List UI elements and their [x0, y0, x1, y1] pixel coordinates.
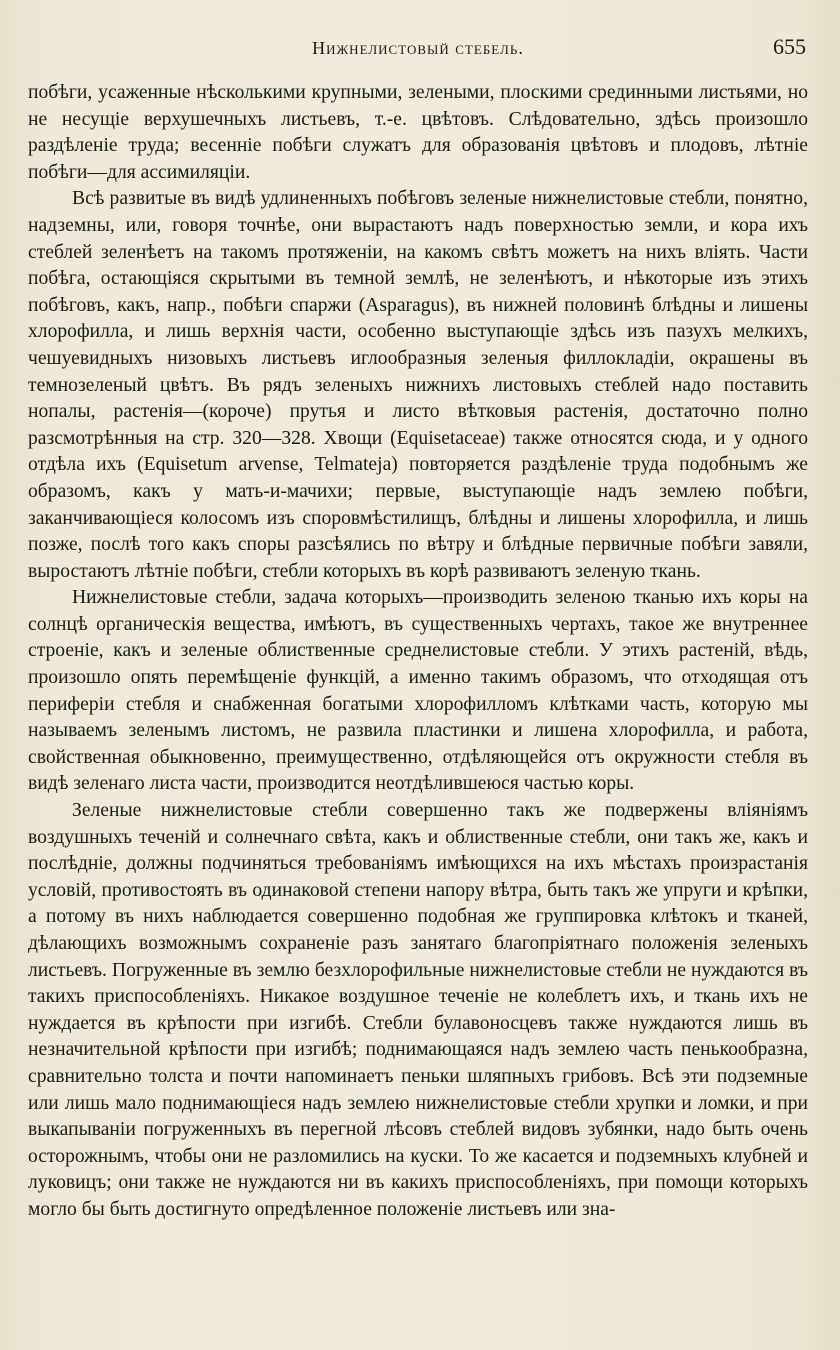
paragraph-continuation: побѣги, усаженные нѣсколькими крупными, зелеными, плоскими срединными листьями, но не несущіе верхушечныхъ листьевъ, т.-е. цвѣтовъ. Слѣдовательно, здѣсь произошло раздѣленіе труда; весенніе побѣги служатъ для образованія цвѣтовъ и плодовъ, лѣтніе побѣги—для ассимиляціи. — [28, 82, 808, 183]
page-header — [28, 28, 808, 80]
paragraph: Всѣ развитые въ видѣ удлиненныхъ побѣговъ зеленые нижнелистовые стебли, понятно, надземны, или, говоря точнѣе, они вырастаютъ надъ поверхностью земли, и кора ихъ стеблей зеленѣетъ на такомъ протяженіи, на какомъ свѣтъ можетъ на нихъ вліять. Части побѣга, остающіяся скрытыми въ темной землѣ, не зеленѣютъ, и нѣкоторые изъ этихъ побѣговъ, какъ, напр., побѣги спаржи (Asparagus), въ нижней половинѣ блѣдны и лишены хлорофилла, и лишь верхнія части, особенно выступающіе здѣсь изъ пазухъ мелкихъ, чешуевидныхъ низовыхъ листьевъ иглообразныя зеленыя филлокладіи, окрашены въ темнозеленый цвѣтъ. Въ рядъ зеленыхъ нижнихъ листовыхъ стеблей надо поставить нопалы, растенія—(короче) прутья и листо вѣтковыя растенія, достаточно полно разсмотрѣнныя на стр. 320—328. Хвощи (Equisetaceae) также относятся сюда, и у одного отдѣла ихъ (Equisetum arvense, Telmateja) повторяется раздѣленіе труда подобнымъ же образомъ, какъ у мать-и-мачихи; первые, выступающіе надъ землею побѣги, заканчивающіеся колосомъ изъ споровмѣстилищъ, блѣдны и лишены хлорофилла, и лишь позже, послѣ того какъ споры разсѣялись по вѣтру и блѣдные первичные побѣги завяли, выростаютъ лѣтніе побѣги, стебли которыхъ въ корѣ развиваютъ зеленую ткань. — [28, 188, 808, 582]
running-title: Нижнелистовый стебель. — [312, 38, 524, 58]
body-text — [28, 80, 808, 1224]
paragraph: Зеленые нижнелистовые стебли совершенно такъ же подвержены вліяніямъ воздушныхъ теченій и солнечнаго свѣта, какъ и облиственные стебли, они такъ же, какъ и послѣдніе, должны подчиняться требованіямъ имѣющихся на ихъ мѣстахъ произрастанія условій, противостоять въ одинаковой степени напору вѣтра, быть такъ же упруги и крѣпки, а потому въ нихъ наблюдается совершенно подобная же группировка клѣтокъ и тканей, дѣлающихъ возможнымъ сохраненіе разъ занятаго благопріятнаго положенія зеленыхъ листьевъ. Погруженные въ землю безхлорофильные нижнелистовые стебли не нуждаются въ такихъ приспособленіяхъ. Никакое воздушное теченіе не колеблетъ ихъ, и ткань ихъ не нуждается въ крѣпости при изгибѣ. Стебли булавоносцевъ также нуждаются лишь въ незначительной крѣпости при изгибѣ; поднимающаяся надъ землею часть пенькообразна, сравнительно толста и почти напоминаетъ пеньки шляпныхъ грибовъ. Всѣ эти подземные или лишь мало поднимающіеся надъ землею нижнелистовые стебли хрупки и ломки, и при выкапываніи погруженныхъ въ перегной лѣсовъ стеблей видовъ зубянки, надо быть очень осторожнымъ, чтобы они не разломились на куски. То же касается и подземныхъ клубней и луковицъ; они также не нуждаются ни въ какихъ приспособленіяхъ, при помощи которыхъ могло бы быть достигнуто опредѣленное положеніе листьевъ или зна- — [28, 800, 808, 1220]
paragraph: Нижнелистовые стебли, задача которыхъ—производить зеленою тканью ихъ коры на солнцѣ органическія вещества, имѣютъ, въ существенныхъ чертахъ, такое же внутреннее строеніе, какъ и зеленые облиственные среднелистовые стебли. У этихъ растеній, вѣдь, произошло опять перемѣщеніе функцій, а именно такимъ образомъ, что отходящая отъ периферіи стебля и снабженная богатыми хлорофилломъ клѣтками часть, которую мы называемъ зеленымъ листомъ, не развила пластинки и лишена хлорофилла, и работа, свойственная обыкновенно, преимущественно, отдѣляющейся отъ окружности стебля въ видѣ зеленаго листа части, производится неотдѣлившеюся частью коры. — [28, 587, 808, 795]
page-number: 655 — [773, 34, 806, 59]
